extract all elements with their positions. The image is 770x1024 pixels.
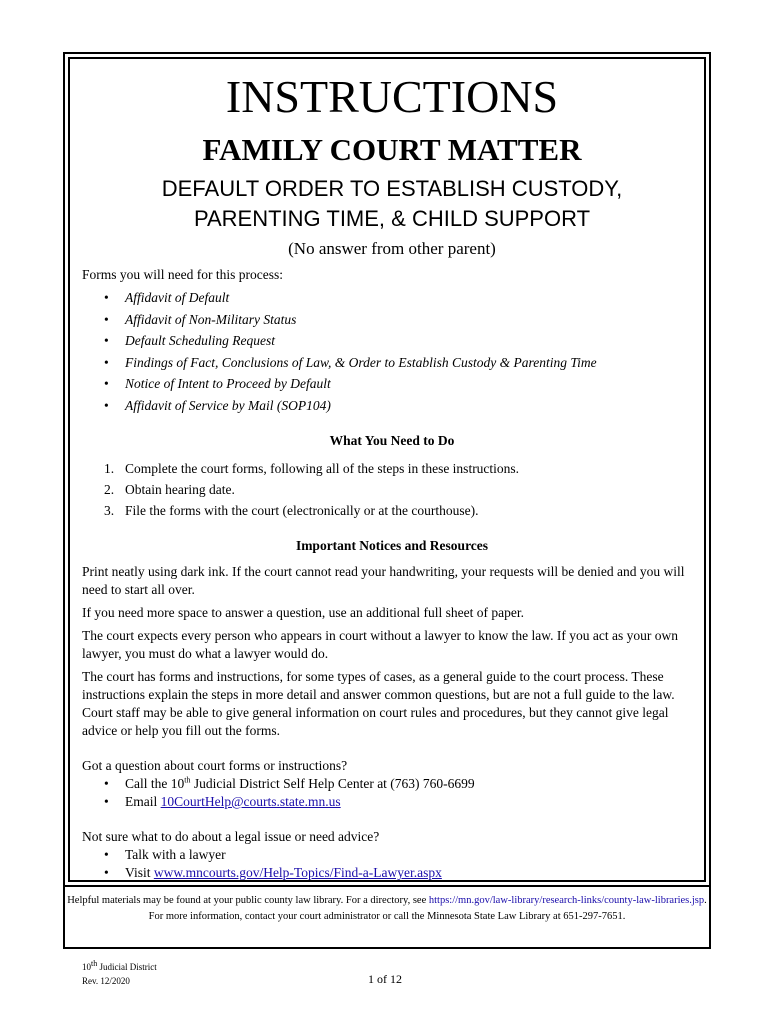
notice-paragraph: If you need more space to answer a question, use an additional full sheet of paper.	[82, 605, 524, 620]
page-title: INSTRUCTIONS	[225, 71, 559, 122]
legal-intro: Not sure what to do about a legal issue or need advice?	[82, 829, 380, 844]
find-lawyer-link[interactable]: www.mncourts.gov/Help-Topics/Find-a-Lawyer.aspx	[153, 865, 442, 880]
steps-heading: What You Need to Do	[329, 433, 455, 448]
list-item: • Email 10CourtHelp@courts.state.mn.us	[104, 794, 341, 809]
bullet-icon: •	[104, 333, 109, 348]
list-item: • Affidavit of Non-Military Status	[82, 309, 702, 331]
bullet-icon: •	[104, 847, 109, 862]
list-item: • Findings of Fact, Conclusions of Law, & Order to Establish Custody & Parenting Time	[82, 352, 702, 374]
bullet-icon: •	[104, 354, 109, 370]
description-line-1: DEFAULT ORDER TO ESTABLISH CUSTODY,	[161, 176, 623, 201]
forms-list	[82, 287, 702, 416]
email-link[interactable]: 10CourtHelp@courts.state.mn.us	[160, 794, 341, 809]
bullet-icon: •	[104, 794, 109, 809]
page-description	[82, 174, 702, 234]
list-item: • Affidavit of Service by Mail (SOP104)	[82, 395, 702, 417]
list-item: • Talk with a lawyer	[104, 847, 226, 862]
notices-heading: Important Notices and Resources	[295, 538, 489, 553]
forms-intro: Forms you will need for this process:	[82, 267, 283, 282]
page-subtitle: FAMILY COURT MATTER	[202, 132, 582, 167]
list-item: • Default Scheduling Request	[82, 330, 702, 352]
page-note: (No answer from other parent)	[288, 239, 496, 258]
revision-label: Rev. 12/2020	[82, 976, 130, 986]
bullet-icon: •	[104, 776, 109, 791]
list-item: • Affidavit of Default	[82, 287, 702, 309]
steps-list	[82, 458, 702, 521]
instructions-content	[82, 70, 702, 882]
district-label: 10th Judicial District	[82, 959, 157, 972]
bullet-icon: •	[104, 376, 109, 391]
list-item: 2. Obtain hearing date.	[104, 482, 235, 497]
footer-resources: Helpful materials may be found at your public county law library. For a directory, see https://mn.gov/law-library/research-links/county-law-libraries.jsp. For more information, contact your court administrator or call the Minnesota State Law Library at 651-297-7651.	[63, 887, 711, 949]
notice-paragraph: Print neatly using dark ink. If the court cannot read your handwriting, your requests will be denied and you will need to start all over.	[82, 564, 685, 597]
notice-paragraph: The court has forms and instructions, for some types of cases, as a general guide to the court process. These instructions explain the steps in more detail and answer common questions, but are not a full guide to the law. Court staff may be able to give general information on court rules and procedures, but they cannot give legal advice or help you fill out the forms.	[82, 669, 675, 738]
bullet-icon: •	[104, 290, 109, 305]
bullet-icon: •	[104, 865, 109, 880]
description-line-2: PARENTING TIME, & CHILD SUPPORT	[193, 206, 591, 231]
questions-list	[82, 775, 702, 811]
law-library-link[interactable]: https://mn.gov/law-library/research-links/county-law-libraries.jsp	[428, 895, 705, 906]
list-item: • Notice of Intent to Proceed by Default	[82, 373, 702, 395]
notice-paragraph: The court expects every person who appears in court without a lawyer to know the law. If you act as your own lawyer, you must do what a lawyer would do.	[82, 628, 678, 661]
list-item: 1. Complete the court forms, following all of the steps in these instructions.	[104, 461, 520, 476]
page-number: 1 of 12	[368, 972, 402, 986]
questions-intro: Got a question about court forms or instructions?	[82, 758, 348, 773]
list-item: • Call the 10th Judicial District Self Help Center at (763) 760-6699	[104, 775, 475, 791]
list-item: 3. File the forms with the court (electronically or at the courthouse).	[104, 503, 479, 518]
list-item: • Visit www.mncourts.gov/Help-Topics/Find-a-Lawyer.aspx	[104, 865, 442, 880]
bullet-icon: •	[104, 397, 109, 413]
legal-list	[82, 846, 702, 882]
bullet-icon: •	[104, 311, 109, 327]
